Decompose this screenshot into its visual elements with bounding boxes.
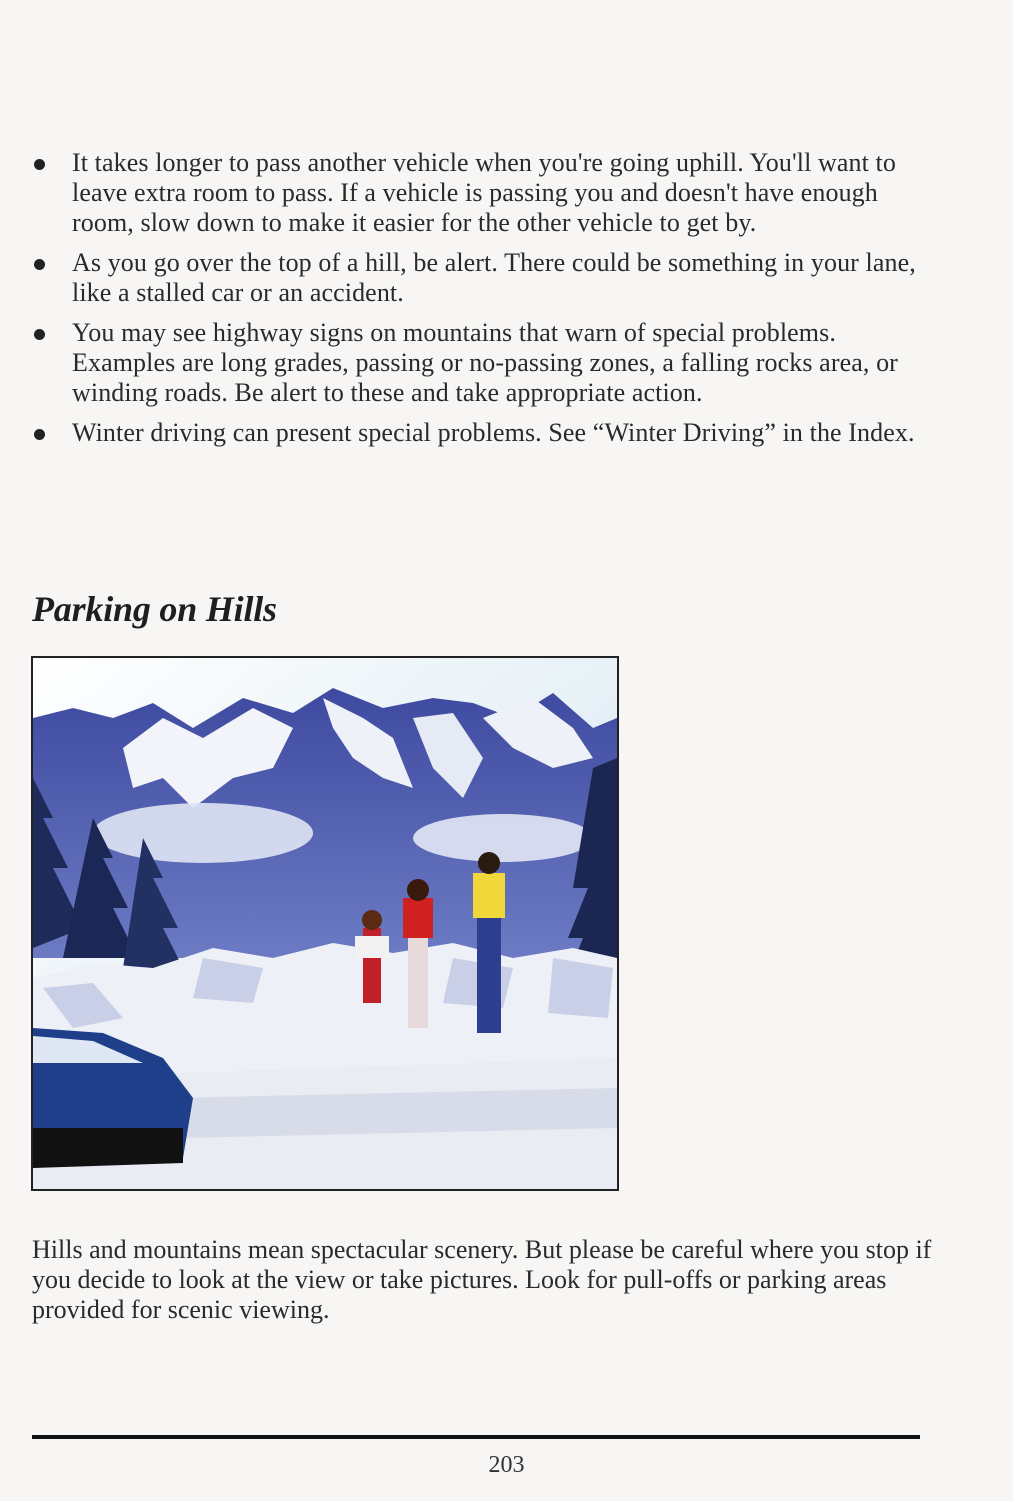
scenic-mountain-illustration bbox=[31, 656, 619, 1191]
bullet-dot-icon bbox=[34, 159, 45, 170]
bullet-dot-icon bbox=[34, 429, 45, 440]
footer-rule bbox=[32, 1435, 920, 1439]
page-number: 203 bbox=[488, 1452, 525, 1478]
bullet-item: It takes longer to pass another vehicle when you're going uphill. You'll want to leave extra room to pass. If a vehicle is passing you and doesn't have enough room, slow down to make it easier for the other vehicle to get by. bbox=[34, 148, 934, 238]
bullet-list bbox=[34, 148, 934, 458]
bullet-item: As you go over the top of a hill, be alert. There could be something in your lane, like a stalled car or an accident. bbox=[34, 248, 934, 308]
section-title: Parking on Hills bbox=[32, 589, 277, 629]
bullet-dot-icon bbox=[34, 259, 45, 270]
mountain-scene-graphic bbox=[33, 658, 617, 1189]
bullet-dot-icon bbox=[34, 329, 45, 340]
bullet-item: You may see highway signs on mountains that warn of special problems. Examples are long grades, passing or no-passing zones, a falling rocks area, or winding roads. Be alert to these and take appropriate action. bbox=[34, 318, 934, 408]
body-paragraph: Hills and mountains mean spectacular scenery. But please be careful where you stop if you decide to look at the view or take pictures. Look for pull-offs or parking areas provided for scenic viewing. bbox=[32, 1235, 932, 1324]
bullet-item: Winter driving can present special problems. See “Winter Driving” in the Index. bbox=[34, 418, 934, 448]
